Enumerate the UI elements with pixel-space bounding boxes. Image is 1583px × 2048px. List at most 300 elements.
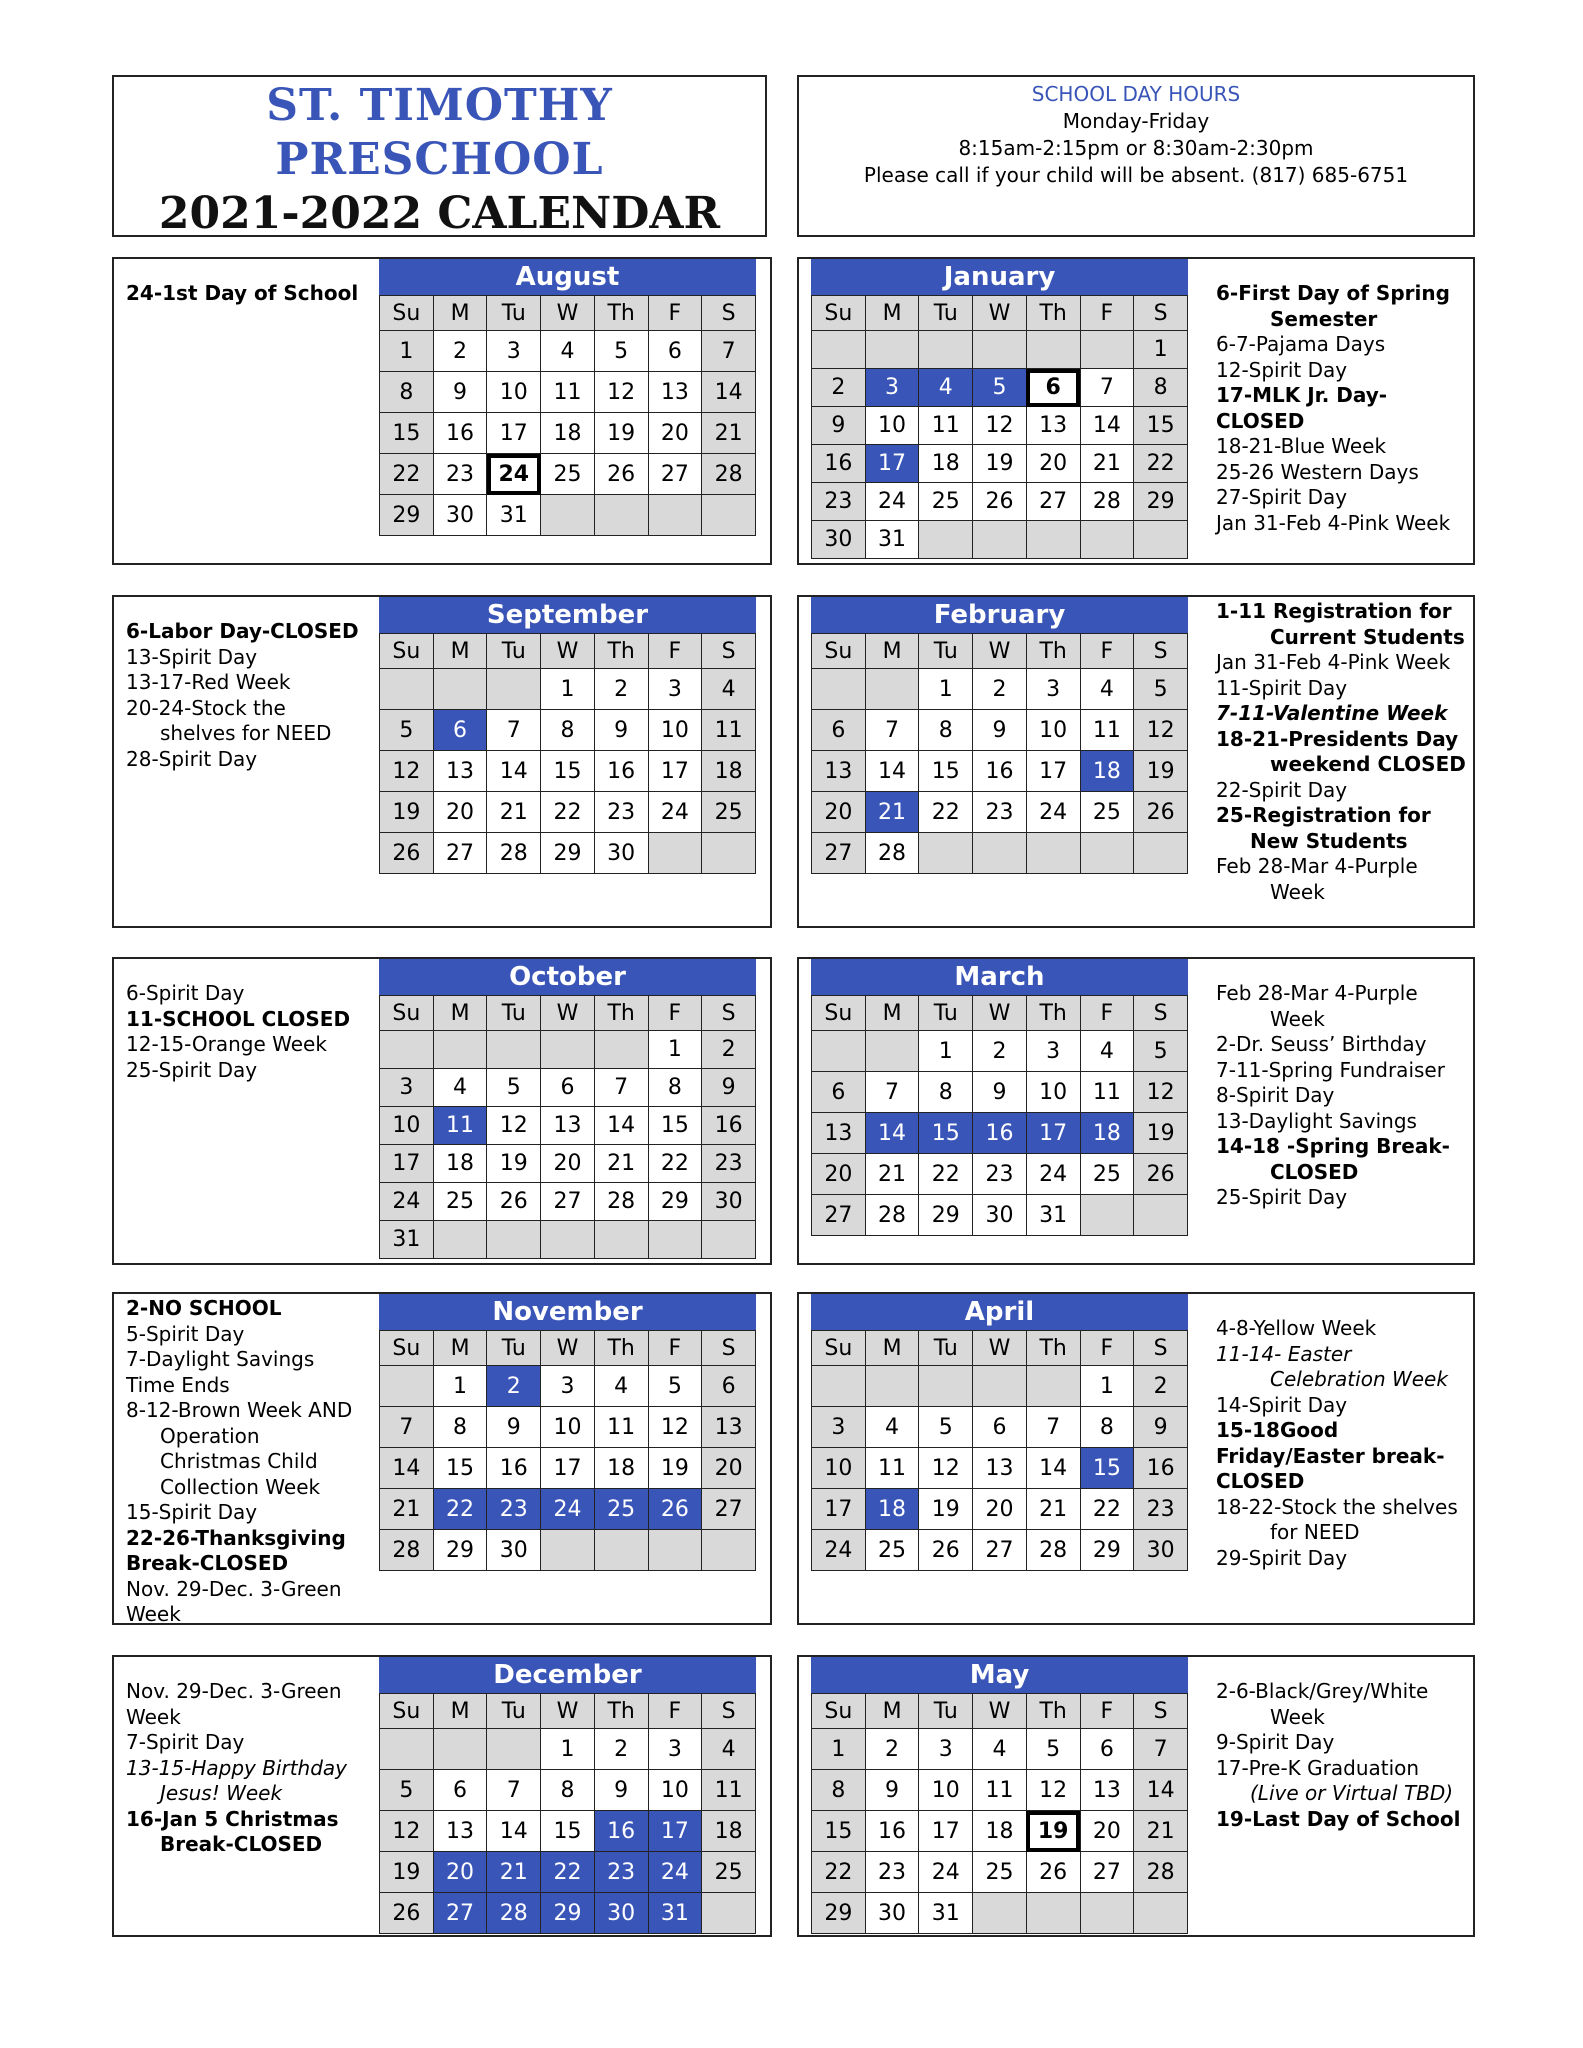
event-note: 4-8-Yellow Week [1216,1316,1377,1340]
month-panel-december [112,1655,772,1937]
day-cell: 1 [433,1366,487,1407]
day-cell: 25 [1080,1154,1134,1195]
empty-cell [1026,521,1080,559]
weekday-header: Su [380,1331,434,1366]
weekday-header: M [433,296,487,331]
weekday-header: W [973,634,1027,669]
day-cell: 24 [648,1852,702,1893]
day-cell: 13 [702,1407,756,1448]
day-cell: 27 [1026,483,1080,521]
day-cell: 8 [648,1069,702,1107]
day-cell: 8 [1080,1407,1134,1448]
day-cell: 24 [380,1183,434,1221]
day-cell: 26 [648,1489,702,1530]
day-cell: 30 [594,833,648,874]
weekday-header: Tu [919,1694,973,1729]
day-cell: 30 [702,1183,756,1221]
day-cell: 14 [380,1448,434,1489]
empty-cell [1080,331,1134,369]
day-cell: 20 [973,1489,1027,1530]
day-cell: 20 [702,1448,756,1489]
event-note: 24-1st Day of School [126,281,359,305]
event-note: CLOSED [1270,1159,1359,1184]
event-note: 2-6-Black/Grey/White [1216,1679,1429,1703]
day-cell: 30 [865,1893,919,1934]
day-cell: 3 [919,1729,973,1770]
day-cell: 18 [541,413,595,454]
day-cell: 3 [1026,669,1080,710]
event-note: 6-First Day of Spring [1216,281,1450,305]
weekday-header: Su [380,634,434,669]
day-cell: 17 [541,1448,595,1489]
empty-cell [973,1366,1027,1407]
day-cell: 31 [1026,1195,1080,1236]
day-cell: 23 [973,1154,1027,1195]
calendar-year-title: 2021-2022 CALENDAR [158,188,721,239]
day-cell: 15 [919,751,973,792]
event-note: Week [126,1704,181,1729]
day-cell: 29 [541,833,595,874]
weekday-header: Tu [487,634,541,669]
day-cell: 27 [812,1195,866,1236]
day-cell: 20 [812,792,866,833]
event-note: New Students [1250,828,1408,853]
day-cell: 10 [541,1407,595,1448]
day-cell: 24 [541,1489,595,1530]
day-cell: 11 [702,710,756,751]
event-note: 1-11 Registration for [1216,599,1452,623]
day-cell: 19 [919,1489,973,1530]
event-note: 11-14- Easter [1216,1341,1352,1366]
weekday-header: Tu [919,1331,973,1366]
weekday-header: Th [1026,1694,1080,1729]
day-cell: 8 [541,710,595,751]
day-cell: 2 [865,1729,919,1770]
day-cell: 28 [1026,1530,1080,1571]
day-cell: 19 [648,1448,702,1489]
month-panel-november [112,1292,772,1625]
day-cell: 11 [865,1448,919,1489]
day-cell: 25 [541,454,595,495]
month-panel-january [797,257,1475,565]
month-title: March [811,959,1188,995]
empty-cell [1134,1893,1188,1934]
day-cell: 4 [594,1366,648,1407]
event-note: CLOSED [1216,408,1305,433]
day-cell: 1 [919,1031,973,1072]
day-cell: 7 [702,331,756,372]
day-cell: 16 [865,1811,919,1852]
day-cell: 1 [648,1031,702,1069]
day-cell: 17 [919,1811,973,1852]
weekday-header: Su [380,296,434,331]
day-cell: 25 [702,1852,756,1893]
day-cell: 14 [865,1113,919,1154]
day-cell: 13 [648,372,702,413]
day-cell: 12 [1026,1770,1080,1811]
day-cell: 3 [1026,1031,1080,1072]
event-note: weekend CLOSED [1270,752,1466,776]
school-hours-box [797,75,1475,237]
day-cell: 6 [812,710,866,751]
weekday-header: S [1134,996,1188,1031]
month-panel-may [797,1655,1475,1937]
day-cell: 19 [594,413,648,454]
day-cell: 1 [919,669,973,710]
empty-cell [973,833,1027,874]
day-cell: 6 [1080,1729,1134,1770]
event-note: 11-Spirit Day [1216,675,1348,700]
event-note: shelves for NEED [160,721,332,745]
day-cell: 27 [812,833,866,874]
event-note: Break-CLOSED [126,1551,289,1575]
day-cell: 22 [919,792,973,833]
day-cell: 13 [973,1448,1027,1489]
day-cell: 24 [865,483,919,521]
day-cell: 6 [702,1366,756,1407]
day-cell: 27 [433,833,487,874]
day-cell: 11 [919,407,973,445]
event-note: 25-Spirit Day [126,1057,258,1082]
day-cell: 2 [594,669,648,710]
calendar-december [379,1657,756,1934]
empty-cell [1026,833,1080,874]
day-cell: 24 [648,792,702,833]
day-cell: 9 [594,1770,648,1811]
day-cell: 18 [919,445,973,483]
weekday-header: F [648,296,702,331]
school-name-line2: PRESCHOOL [275,134,604,185]
event-notes-january [1216,281,1450,536]
day-cell: 17 [648,751,702,792]
day-cell: 13 [1026,407,1080,445]
event-note: 17-Pre-K Graduation [1216,1755,1420,1780]
day-cell: 8 [541,1770,595,1811]
day-cell: 25 [919,483,973,521]
month-title: January [811,259,1188,295]
month-title: November [379,1294,756,1330]
day-cell: 19 [973,445,1027,483]
day-cell: 4 [702,1729,756,1770]
event-note: 11-SCHOOL CLOSED [126,1006,351,1031]
day-cell: 23 [487,1489,541,1530]
empty-cell [1026,1893,1080,1934]
empty-cell [380,1729,434,1770]
empty-cell [1080,1195,1134,1236]
event-notes-september [126,619,359,772]
month-panel-august [112,257,772,565]
weekday-header: W [541,1331,595,1366]
day-cell: 12 [594,372,648,413]
event-note: Nov. 29-Dec. 3-Green [126,1679,342,1703]
empty-cell [919,521,973,559]
month-title: April [811,1294,1188,1330]
day-cell: 24 [1026,792,1080,833]
day-cell: 27 [973,1530,1027,1571]
event-note: 12-15-Orange Week [126,1032,327,1056]
weekday-header: F [648,634,702,669]
event-notes-april [1216,1316,1458,1571]
day-cell: 31 [919,1893,973,1934]
empty-cell [433,669,487,710]
event-note: 12-Spirit Day [1216,357,1348,382]
day-cell: 17 [812,1489,866,1530]
day-cell: 11 [541,372,595,413]
event-note: Semester [1270,306,1378,331]
day-cell: 13 [541,1107,595,1145]
hours-heading: SCHOOL DAY HOURS [1031,82,1241,106]
event-note: Jan 31-Feb 4-Pink Week [1216,650,1451,674]
day-cell: 3 [648,669,702,710]
day-cell: 16 [973,1113,1027,1154]
day-cell: 28 [1134,1852,1188,1893]
event-note: Time Ends [126,1372,230,1397]
empty-cell [1134,521,1188,559]
day-cell: 19 [1026,1811,1080,1852]
empty-cell [648,1530,702,1571]
event-notes-october [126,981,350,1083]
month-title: September [379,597,756,633]
event-note: 2-NO SCHOOL [126,1296,282,1320]
event-note: Feb 28-Mar 4-Purple [1216,854,1418,878]
day-cell: 13 [1080,1770,1134,1811]
empty-cell [973,1893,1027,1934]
empty-cell [702,1893,756,1934]
event-note: 15-Spirit Day [126,1500,258,1524]
event-note: 20-24-Stock the [126,695,286,720]
event-note: 2-Dr. Seuss’ Birthday [1216,1032,1427,1056]
day-cell: 24 [812,1530,866,1571]
event-note: Celebration Week [1270,1367,1448,1391]
day-cell: 2 [433,331,487,372]
day-cell: 14 [1080,407,1134,445]
empty-cell [648,495,702,536]
day-cell: 6 [648,331,702,372]
day-cell: 3 [541,1366,595,1407]
day-cell: 29 [812,1893,866,1934]
day-cell: 22 [1134,445,1188,483]
weekday-header: Su [380,996,434,1031]
day-cell: 22 [1080,1489,1134,1530]
day-cell: 1 [541,1729,595,1770]
day-cell: 10 [648,1770,702,1811]
event-note: Week [1270,879,1325,904]
day-cell: 29 [648,1183,702,1221]
day-cell: 29 [1080,1530,1134,1571]
event-note: 22-Spirit Day [1216,777,1348,802]
day-cell: 4 [919,369,973,407]
day-cell: 7 [487,710,541,751]
day-cell: 14 [487,1811,541,1852]
day-cell: 14 [702,372,756,413]
day-cell: 1 [1134,331,1188,369]
weekday-header: W [973,996,1027,1031]
day-cell: 28 [487,1893,541,1934]
day-cell: 12 [1134,710,1188,751]
weekday-header: W [973,1331,1027,1366]
event-note: Jan 31-Feb 4-Pink Week [1216,510,1451,535]
day-cell: 12 [973,407,1027,445]
weekday-header: S [1134,296,1188,331]
weekday-header: Su [812,1331,866,1366]
weekday-header: F [648,1694,702,1729]
day-cell: 11 [1080,1072,1134,1113]
month-title: October [379,959,756,995]
day-cell: 8 [919,1072,973,1113]
day-cell: 27 [433,1893,487,1934]
day-cell: 12 [1134,1072,1188,1113]
day-cell: 25 [433,1183,487,1221]
weekday-header: M [865,634,919,669]
day-cell: 2 [973,1031,1027,1072]
empty-cell [433,1729,487,1770]
hours-note: Please call if your child will be absent. (817) 685-6751 [863,163,1409,187]
month-panel-october [112,957,772,1265]
empty-cell [541,1530,595,1571]
event-note: 28-Spirit Day [126,746,258,771]
empty-cell [812,331,866,369]
weekday-header: Su [812,296,866,331]
day-cell: 15 [541,751,595,792]
day-cell: 9 [973,1072,1027,1113]
empty-cell [973,331,1027,369]
empty-cell [812,669,866,710]
day-cell: 19 [380,1852,434,1893]
day-cell: 30 [812,521,866,559]
empty-cell [648,1221,702,1259]
day-cell: 23 [812,483,866,521]
event-note: 25-Registration for [1216,803,1431,827]
day-cell: 19 [380,792,434,833]
day-cell: 16 [1134,1448,1188,1489]
empty-cell [594,1031,648,1069]
weekday-header: F [1080,1331,1134,1366]
empty-cell [919,1366,973,1407]
day-cell: 3 [812,1407,866,1448]
day-cell: 23 [702,1145,756,1183]
day-cell: 25 [1080,792,1134,833]
event-notes-november [126,1296,352,1628]
event-note: Week [1270,1704,1325,1729]
day-cell: 9 [702,1069,756,1107]
day-cell: 31 [380,1221,434,1259]
event-note: 9-Spirit Day [1216,1730,1335,1754]
weekday-header: F [1080,996,1134,1031]
day-cell: 9 [594,710,648,751]
empty-cell [380,669,434,710]
day-cell: 17 [380,1145,434,1183]
day-cell: 14 [594,1107,648,1145]
day-cell: 14 [1026,1448,1080,1489]
day-cell: 22 [541,1852,595,1893]
day-cell: 5 [1134,669,1188,710]
day-cell: 21 [1134,1811,1188,1852]
event-note: Feb 28-Mar 4-Purple [1216,981,1418,1005]
day-cell: 16 [973,751,1027,792]
day-cell: 22 [380,454,434,495]
day-cell: 22 [919,1154,973,1195]
weekday-header: M [433,634,487,669]
day-cell: 30 [973,1195,1027,1236]
day-cell: 23 [594,792,648,833]
event-notes-may [1216,1679,1461,1832]
event-note: Nov. 29-Dec. 3-Green [126,1576,342,1601]
event-note: Week [1270,1006,1325,1031]
hours-days: Monday-Friday [1062,109,1210,133]
event-note: Operation [160,1423,260,1448]
day-cell: 25 [865,1530,919,1571]
event-note: 17-MLK Jr. Day- [1216,383,1388,407]
empty-cell [487,669,541,710]
empty-cell [1134,833,1188,874]
event-note: Christmas Child [160,1449,318,1473]
weekday-header: Th [1026,1331,1080,1366]
weekday-header: W [541,1694,595,1729]
weekday-header: Su [812,996,866,1031]
empty-cell [702,1530,756,1571]
event-notes-february [1216,599,1466,905]
day-cell: 15 [541,1811,595,1852]
day-cell: 12 [919,1448,973,1489]
day-cell: 8 [433,1407,487,1448]
empty-cell [541,495,595,536]
day-cell: 12 [380,1811,434,1852]
day-cell: 18 [433,1145,487,1183]
day-cell: 13 [433,1811,487,1852]
day-cell: 13 [433,751,487,792]
day-cell: 11 [702,1770,756,1811]
day-cell: 29 [919,1195,973,1236]
weekday-header: M [865,1694,919,1729]
event-note: 7-11-Valentine Week [1216,701,1448,725]
event-note: 25-Spirit Day [1216,1185,1348,1209]
empty-cell [594,1221,648,1259]
day-cell: 29 [541,1893,595,1934]
empty-cell [594,1530,648,1571]
event-note: Break-CLOSED [160,1832,323,1856]
day-cell: 9 [865,1770,919,1811]
calendar-november [379,1294,756,1571]
day-cell: 1 [812,1729,866,1770]
day-cell: 31 [487,495,541,536]
empty-cell [865,331,919,369]
weekday-header: W [541,634,595,669]
day-cell: 2 [702,1031,756,1069]
day-cell: 8 [1134,369,1188,407]
day-cell: 28 [594,1183,648,1221]
weekday-header: M [865,296,919,331]
empty-cell [433,1031,487,1069]
calendar-april [811,1294,1188,1571]
day-cell: 16 [594,751,648,792]
empty-cell [487,1729,541,1770]
day-cell: 23 [973,792,1027,833]
day-cell: 20 [433,1852,487,1893]
event-note: 7-Spirit Day [126,1730,245,1754]
day-cell: 6 [1026,369,1080,407]
day-cell: 20 [1080,1811,1134,1852]
day-cell: 21 [865,792,919,833]
day-cell: 6 [812,1072,866,1113]
weekday-header: Tu [487,996,541,1031]
day-cell: 26 [973,483,1027,521]
day-cell: 21 [702,413,756,454]
weekday-header: Th [594,996,648,1031]
calendar-january [811,259,1188,559]
day-cell: 7 [487,1770,541,1811]
day-cell: 16 [433,413,487,454]
month-panel-february [797,595,1475,928]
